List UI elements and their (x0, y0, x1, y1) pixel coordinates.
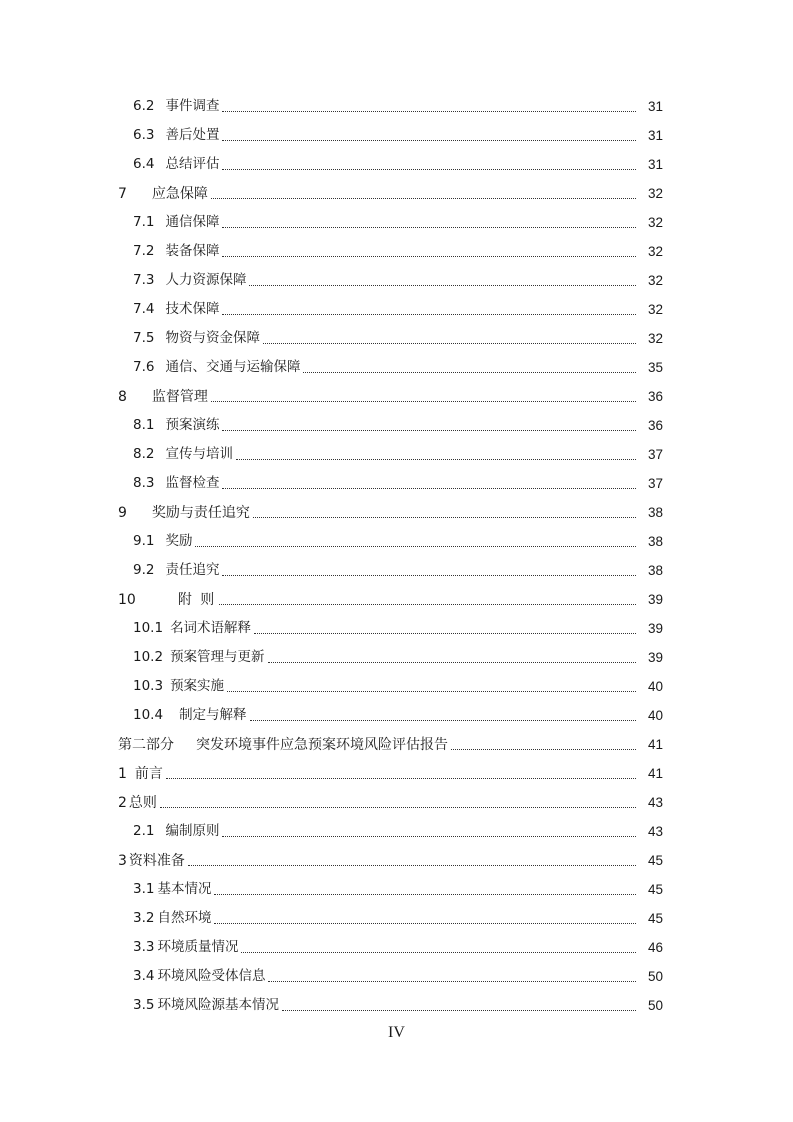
toc-entry[interactable] (0, 846, 793, 875)
dot-leader (222, 139, 636, 141)
toc-entry-title: 奖励 (165, 532, 193, 549)
toc-entry-number: 7.2 (133, 242, 155, 259)
toc-entry-number: 3.4 (133, 967, 155, 984)
toc-entry[interactable] (0, 237, 793, 266)
toc-entry[interactable] (0, 933, 793, 962)
toc-entry-number: 7 (118, 185, 127, 202)
toc-entry-page: 37 (647, 446, 663, 462)
dot-leader (268, 661, 636, 663)
toc-entry[interactable] (0, 411, 793, 440)
toc-entry-title: 附 则 (177, 591, 217, 608)
toc-entry-number: 9 (118, 504, 127, 521)
toc-entry-page: 38 (647, 533, 663, 549)
toc-entry-title: 监督检查 (165, 474, 220, 491)
dot-leader (211, 197, 636, 199)
toc-entry[interactable] (0, 904, 793, 933)
toc-entry-title: 奖励与责任追究 (151, 504, 250, 521)
dot-leader (222, 255, 636, 257)
toc-entry-number: 6.4 (133, 155, 155, 172)
toc-entry-title: 物资与资金保障 (165, 329, 260, 346)
toc-entry-page: 36 (647, 388, 663, 404)
toc-entry-page: 32 (647, 272, 663, 288)
toc-entry[interactable] (0, 556, 793, 585)
dot-leader (222, 835, 636, 837)
dot-leader (222, 429, 636, 431)
toc-entry[interactable] (0, 614, 793, 643)
toc-entry-page: 38 (647, 562, 663, 578)
toc-entry-number: 10.4 (133, 706, 164, 723)
dot-leader (227, 690, 636, 692)
toc-entry-page: 31 (647, 156, 663, 172)
dot-leader (166, 777, 636, 779)
toc-entry-page: 41 (647, 736, 663, 752)
dot-leader (222, 226, 636, 228)
dot-leader (222, 487, 636, 489)
toc-entry[interactable] (0, 817, 793, 846)
toc-entry-page: 32 (647, 301, 663, 317)
toc-entry-number: 3.5 (133, 996, 155, 1013)
dot-leader (282, 1009, 636, 1011)
toc-entry-number: 3.1 (133, 880, 155, 897)
toc-entry-page: 32 (647, 214, 663, 230)
dot-leader (222, 574, 636, 576)
toc-entry-title: 预案实施 (170, 677, 225, 694)
toc-entry-title: 环境风险受体信息 (157, 967, 266, 984)
dot-leader (451, 748, 636, 750)
toc-entry[interactable] (0, 266, 793, 295)
dot-leader (253, 516, 636, 518)
toc-entry-number: 2 (118, 794, 127, 811)
page-number: IV (388, 1024, 405, 1041)
toc-entry-page: 43 (647, 823, 663, 839)
toc-entry-number: 10.2 (133, 648, 164, 665)
toc-entry-page: 39 (647, 591, 663, 607)
toc-entry-number: 10.1 (133, 619, 164, 636)
toc-entry-number: 7.4 (133, 300, 155, 317)
toc-entry-title: 装备保障 (165, 242, 220, 259)
toc-entry-page: 41 (647, 765, 663, 781)
toc-entry-title: 人力资源保障 (165, 271, 247, 288)
toc-entry-title: 技术保障 (165, 300, 220, 317)
toc-entry-title: 宣传与培训 (165, 445, 233, 462)
toc-entry-number: 9.2 (133, 561, 155, 578)
toc-entry[interactable] (0, 382, 793, 411)
toc-entry-page: 40 (647, 707, 663, 723)
toc-entry-page: 45 (647, 852, 663, 868)
toc-entry-page: 38 (647, 504, 663, 520)
dot-leader (303, 371, 636, 373)
toc-entry-page: 45 (647, 881, 663, 897)
toc-entry-title: 突发环境事件应急预案环境风险评估报告 (196, 736, 448, 753)
toc-entry-title: 善后处置 (165, 126, 220, 143)
toc-entry-title: 制定与解释 (179, 706, 247, 723)
toc-entry-page: 39 (647, 649, 663, 665)
toc-entry-page: 32 (647, 330, 663, 346)
toc-entry[interactable] (0, 121, 793, 150)
toc-entry-title: 编制原则 (165, 822, 220, 839)
toc-entry-page: 31 (647, 98, 663, 114)
toc-entry[interactable] (0, 875, 793, 904)
toc-entry-page: 45 (647, 910, 663, 926)
toc-entry-number: 3.3 (133, 938, 155, 955)
dot-leader (268, 980, 636, 982)
toc-entry-title: 事件调查 (165, 97, 220, 114)
toc-entry-title: 预案管理与更新 (170, 648, 265, 665)
dot-leader (160, 806, 636, 808)
toc-entry-title: 环境质量情况 (157, 938, 239, 955)
toc-entry-page: 39 (647, 620, 663, 636)
toc-entry-page: 50 (647, 997, 663, 1013)
dot-leader (250, 719, 636, 721)
dot-leader (236, 458, 636, 460)
dot-leader (211, 400, 636, 402)
toc-entry-number: 6.3 (133, 126, 155, 143)
toc-entry-title: 总则 (128, 794, 157, 811)
dot-leader (254, 632, 636, 634)
toc-entry-title: 通信保障 (165, 213, 220, 230)
toc-entry-page: 37 (647, 475, 663, 491)
toc-entry-title: 自然环境 (157, 909, 212, 926)
toc-entry-number: 8 (118, 388, 127, 405)
toc-entry[interactable] (0, 179, 793, 208)
toc-entry-title: 预案演练 (165, 416, 220, 433)
dot-leader (188, 864, 636, 866)
toc-entry[interactable] (0, 440, 793, 469)
toc-entry[interactable] (0, 469, 793, 498)
dot-leader (263, 342, 636, 344)
dot-leader (222, 313, 636, 315)
toc-entry[interactable] (0, 324, 793, 353)
dot-leader (222, 168, 636, 170)
toc-entry-page: 43 (647, 794, 663, 810)
toc-entry-title: 应急保障 (151, 185, 208, 202)
toc-entry-number: 8.3 (133, 474, 155, 491)
toc-entry-title: 前言 (134, 765, 163, 782)
toc-entry-number: 7.6 (133, 358, 155, 375)
toc-entry-page: 32 (647, 243, 663, 259)
toc-entry[interactable] (0, 585, 793, 614)
toc-entry[interactable] (0, 643, 793, 672)
toc-entry[interactable] (0, 150, 793, 179)
dot-leader (249, 284, 636, 286)
toc-entry[interactable] (0, 672, 793, 701)
dot-leader (222, 110, 636, 112)
toc-entry-number: 3.2 (133, 909, 155, 926)
toc-entry-page: 31 (647, 127, 663, 143)
toc-entry-number: 7.3 (133, 271, 155, 288)
toc-entry[interactable] (0, 295, 793, 324)
toc-entry[interactable] (0, 353, 793, 382)
toc-entry-number: 7.1 (133, 213, 155, 230)
toc-entry-number: 3 (118, 852, 127, 869)
toc-entry-number: 8.1 (133, 416, 155, 433)
toc-entry-page: 32 (647, 185, 663, 201)
toc-entry-page: 40 (647, 678, 663, 694)
toc-entry-number: 7.5 (133, 329, 155, 346)
toc-entry[interactable] (0, 701, 793, 730)
toc-entry[interactable] (0, 730, 793, 759)
toc-entry-number: 8.2 (133, 445, 155, 462)
toc-entry[interactable] (0, 962, 793, 991)
toc-entry-title: 资料准备 (128, 852, 185, 869)
toc-entry[interactable] (0, 498, 793, 527)
toc-entry-number: 6.2 (133, 97, 155, 114)
toc-entry[interactable] (0, 208, 793, 237)
toc-entry-title: 基本情况 (157, 880, 212, 897)
dot-leader (214, 893, 636, 895)
toc-entry-number: 2.1 (133, 822, 155, 839)
toc-entry-title: 通信、交通与运输保障 (165, 358, 301, 375)
toc-entry[interactable] (0, 991, 793, 1020)
toc-entry-page: 46 (647, 939, 663, 955)
toc-entry[interactable] (0, 527, 793, 556)
toc-entry-number: 10 (118, 591, 136, 608)
toc-entry-title: 环境风险源基本情况 (157, 996, 279, 1013)
dot-leader (214, 922, 636, 924)
toc-entry-number: 第二部分 (118, 736, 174, 753)
toc-entry-number: 10.3 (133, 677, 164, 694)
dot-leader (195, 545, 636, 547)
toc-entry[interactable] (0, 788, 793, 817)
toc-entry-number: 9.1 (133, 532, 155, 549)
toc-entry-title: 监督管理 (151, 388, 208, 405)
toc-entry-page: 35 (647, 359, 663, 375)
table-of-contents (0, 92, 793, 1020)
toc-entry-title: 责任追究 (165, 561, 220, 578)
toc-entry-title: 总结评估 (165, 155, 220, 172)
dot-leader (241, 951, 636, 953)
dot-leader (219, 603, 636, 605)
toc-entry-page: 50 (647, 968, 663, 984)
toc-entry[interactable] (0, 759, 793, 788)
toc-entry-number: 1 (118, 765, 127, 782)
toc-entry-page: 36 (647, 417, 663, 433)
toc-entry-title: 名词术语解释 (170, 619, 252, 636)
toc-entry[interactable] (0, 92, 793, 121)
